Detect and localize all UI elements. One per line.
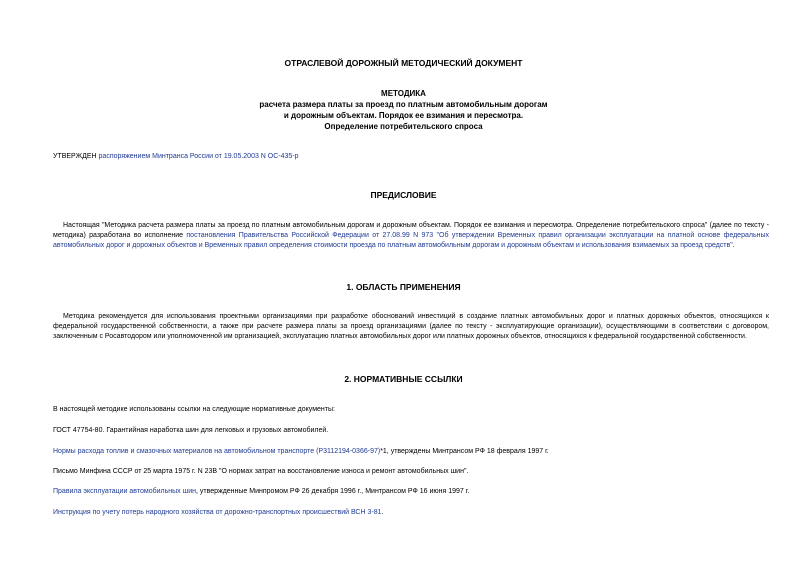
fuel-norms-link[interactable]: Нормы расхода топлив и смазочных материалов на автомобильном транспорте (Р3112194-0366-97) bbox=[53, 448, 381, 455]
approval-line bbox=[53, 152, 299, 162]
scope-heading: 1. ОБЛАСТЬ ПРИМЕНЕНИЯ bbox=[346, 282, 461, 292]
reference-item: ГОСТ 47754-80. Гарантийная наработка шин для легковых и грузовых автомобилей. bbox=[53, 427, 329, 434]
tire-rules-link[interactable]: Правила эксплуатации автомобильных шин bbox=[53, 488, 196, 495]
accident-losses-link[interactable]: Инструкция по учету потерь народного хозяйства от дорожно-транспортных происшествий ВСН 3-81 bbox=[53, 509, 382, 516]
government-decree-link[interactable]: постановления Правительства Российской Федерации от 27.08.99 N 973 "Об утверждении Временных правил организации эксплуатации на платной основе федеральных автомобильных дорог и дорожных объектов и Временных правил определения стоимости проезда по платным автомобильным дорогам и дорожным объектам и использования взимаемых за проезд средств" bbox=[53, 232, 769, 249]
title-line: и дорожным объектам. Порядок ее взимания и пересмотра. bbox=[283, 111, 524, 120]
scope-paragraph: Методика рекомендуется для использования проектными организациями при разработке обоснований инвестиций в создание платных автомобильных дорог и платных дорожных объектов, относящихся к федеральной государственной собственности, а также при расчете размера платы за проезд организациями (далее по тексту - эксплуатирующие организации), осуществляющими в соответствии с договором, заключенным с Росавтодором или уполномоченной им организацией, эксплуатацию платных автомобильных дорог или платных дорожных объектов, относящихся к федеральной государственной собственности. bbox=[53, 313, 769, 340]
reference-item bbox=[53, 508, 383, 518]
preface-text-end: . bbox=[732, 242, 735, 249]
document-header: ОТРАСЛЕВОЙ ДОРОЖНЫЙ МЕТОДИЧЕСКИЙ ДОКУМЕНТ bbox=[284, 58, 523, 68]
reference-item: Письмо Минфина СССР от 25 марта 1975 г. N 23В "О нормах затрат на восстановление износа и ремонт автомобильных шин". bbox=[53, 468, 469, 475]
references-heading: 2. НОРМАТИВНЫЕ ССЫЛКИ bbox=[344, 374, 463, 384]
reference-item-text: *1, утверждены Минтрансом РФ 18 февраля 1997 г. bbox=[380, 448, 549, 455]
title-line: расчета размера платы за проезд по платным автомобильным дорогам bbox=[259, 100, 548, 109]
reference-item-text: . bbox=[381, 509, 384, 516]
preface-text: Настоящая "Методика расчета размера платы за проезд по платным автомобильным дорогам и дорожным объектам. Порядок ее взимания и пересмотра. Определение потребительского спроса" (далее по тексту - методика) разработана во исполнение bbox=[53, 222, 769, 239]
document-title bbox=[0, 88, 807, 132]
title-line: МЕТОДИКА bbox=[381, 89, 426, 98]
approval-link[interactable]: распоряжением Минтранса России от 19.05.2003 N ОС-435-р bbox=[98, 153, 299, 160]
preface-heading: ПРЕДИСЛОВИЕ bbox=[370, 190, 437, 200]
approval-prefix: УТВЕРЖДЕН bbox=[53, 153, 99, 160]
reference-item bbox=[53, 487, 469, 497]
preface-paragraph bbox=[53, 221, 769, 251]
references-intro: В настоящей методике использованы ссылки на следующие нормативные документы: bbox=[53, 406, 335, 413]
reference-item bbox=[53, 447, 549, 457]
reference-item-text: , утвержденные Минпромом РФ 26 декабря 1996 г., Минтрансом РФ 16 июня 1997 г. bbox=[195, 488, 470, 495]
title-line: Определение потребительского спроса bbox=[324, 122, 483, 131]
